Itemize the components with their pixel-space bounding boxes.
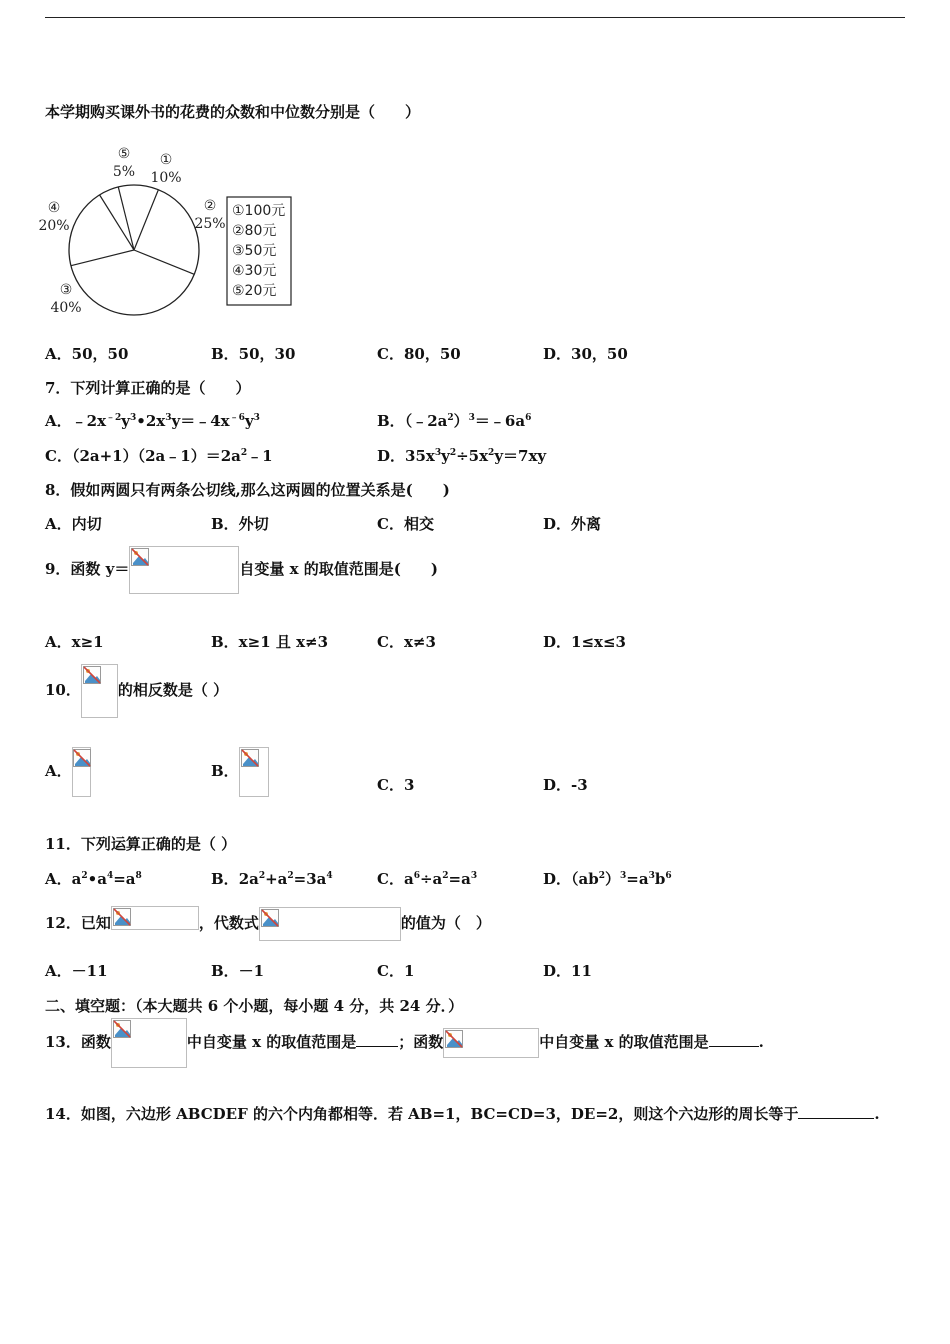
q7-c-prefix: C． [45, 447, 72, 465]
pie-slice-percent: 10% [150, 170, 182, 186]
q10-stem-after: 的相反数是（ ） [117, 681, 229, 699]
q10-option-a[interactable] [45, 746, 91, 797]
q6-option-b[interactable]: B．50，30 [211, 345, 296, 363]
q9-formula-image [129, 546, 239, 594]
q7-b-t3: ＝﹣6a [474, 412, 526, 430]
q7-option-b[interactable] [377, 411, 531, 431]
pie-slice-percent: 5% [112, 164, 136, 180]
q11-a-s1: 2 [81, 871, 88, 881]
q7-a-t5: y [244, 412, 254, 430]
q7-d-prefix: D． [377, 447, 406, 465]
q12-option-c[interactable]: C．1 [377, 962, 415, 980]
q11-option-b[interactable] [211, 869, 333, 889]
q7-option-d[interactable] [377, 446, 546, 466]
q11-b-s1: 2 [258, 871, 266, 881]
broken-image-icon [445, 1030, 463, 1048]
broken-image-icon [241, 749, 259, 767]
pie-legend-entry: ③50元 [232, 243, 277, 259]
q12-option-b[interactable]: B．－1 [211, 962, 265, 980]
q7-a-t1: ﹣2x [71, 412, 107, 430]
q11-b-prefix: B． [211, 870, 239, 888]
q10-line [45, 663, 228, 718]
q13-func1-image [111, 1018, 187, 1068]
q7-a-s3: 3 [165, 413, 172, 423]
broken-image-icon [261, 909, 279, 927]
q7-b-prefix: B． [377, 412, 405, 430]
broken-image-icon [113, 1020, 131, 1038]
q7-c-t2: ﹣1 [247, 447, 273, 465]
q11-a-t3: =a [113, 870, 136, 888]
q9-option-d[interactable]: D．1≤x≤3 [543, 633, 626, 651]
q7-d-s1: 3 [434, 448, 442, 458]
q11-d-s1: 2 [598, 871, 605, 881]
q14-answer-blank[interactable] [798, 1104, 874, 1119]
pie-slice-percent: 20% [38, 218, 70, 234]
pie-chart [38, 140, 312, 320]
q11-a-t1: a [71, 870, 82, 888]
q7-d-t2: y [441, 447, 450, 465]
q13-p3: ；函数 [398, 1033, 444, 1051]
q11-d-s2: 3 [620, 871, 627, 881]
q13-p1: 13．函数 [45, 1033, 111, 1051]
q9-option-a[interactable]: A．x≥1 [45, 633, 104, 651]
q10-num: 10． [45, 681, 81, 699]
q11-stem: 11．下列运算正确的是（ ） [45, 835, 237, 853]
q12-option-d[interactable]: D．11 [543, 962, 592, 980]
pie-legend-entry: ⑤20元 [232, 283, 277, 299]
q7-option-a[interactable] [45, 411, 260, 431]
q11-c-s3: 3 [470, 871, 478, 881]
q6-stem: 本学期购买课外书的花费的众数和中位数分别是（ ） [45, 103, 421, 121]
q9-line [45, 545, 438, 594]
broken-image-icon [131, 548, 149, 566]
broken-image-icon [113, 908, 131, 926]
pie-slice-number: ③ [59, 282, 73, 298]
q13-p2: 中自变量 x 的取值范围是 [186, 1033, 357, 1051]
q12-num: 12．已知 [45, 914, 111, 932]
q11-d-t2: ） [605, 870, 621, 888]
q7-d-t3: ÷5x [456, 447, 489, 465]
q7-c-s1: 2 [240, 448, 248, 458]
q10-b-prefix: B． [211, 762, 239, 780]
q10-option-d[interactable]: D．-3 [543, 776, 588, 794]
q11-b-t2: +a [265, 870, 288, 888]
q7-a-s2: 3 [130, 413, 137, 423]
q13-line [45, 1017, 764, 1068]
q8-stem: 8．假如两圆只有两条公切线,那么这两圆的位置关系是( ) [45, 481, 450, 499]
q9-option-c[interactable]: C．x≠3 [377, 633, 436, 651]
q13-func2-image [443, 1028, 539, 1058]
q7-d-s2: 2 [449, 448, 457, 458]
pie-legend-entry: ①100元 [232, 203, 286, 219]
q11-b-s2: 2 [287, 871, 294, 881]
q11-a-t2: •a [87, 870, 107, 888]
q7-c-t1: （2a+1）（2a﹣1）＝2a [71, 447, 241, 465]
q7-d-t4: y＝7xy [494, 447, 547, 465]
q10-b-image [239, 747, 269, 797]
q8-option-a[interactable]: A．内切 [45, 515, 102, 533]
q11-d-s3: 3 [648, 871, 655, 881]
q12-end: 的值为（ ） [400, 914, 491, 932]
q12-option-a[interactable]: A．－11 [45, 962, 108, 980]
q7-a-t4: y＝﹣4x [171, 412, 230, 430]
section-2-heading: 二、填空题：（本大题共 6 个小题，每小题 4 分，共 24 分．） [45, 997, 464, 1015]
q11-d-s4: 6 [665, 871, 672, 881]
q9-option-b[interactable]: B．x≥1 且 x≠3 [211, 633, 329, 651]
q14-text: 14．如图，六边形 ABCDEF 的六个内角都相等．若 AB=1，BC=CD=3，DE=2，则这个六边形的周长等于 [45, 1105, 799, 1123]
q11-c-prefix: C． [377, 870, 404, 888]
pie-slice-percent: 40% [50, 300, 82, 316]
q12-given-image [111, 906, 199, 930]
q13-answer-blank-2[interactable] [709, 1032, 759, 1047]
broken-image-icon [83, 666, 101, 684]
q14-line [45, 1104, 880, 1124]
q7-b-t1: （﹣2a [404, 412, 448, 430]
q7-a-s5: 3 [253, 413, 260, 423]
q8-option-d[interactable]: D．外离 [543, 515, 602, 533]
q7-a-s4: ﹣6 [229, 413, 245, 423]
pie-slice-number: ② [203, 198, 217, 214]
q11-c-s2: 2 [442, 871, 449, 881]
q13-answer-blank-1[interactable] [356, 1032, 398, 1047]
q11-d-prefix: D． [543, 870, 572, 888]
q11-d-t1: （ab [571, 870, 599, 888]
q11-b-s3: 4 [326, 871, 333, 881]
q12-mid: ，代数式 [198, 914, 259, 932]
q11-b-t3: =3a [293, 870, 327, 888]
q7-b-s3: 6 [525, 413, 532, 423]
q11-c-t1: a [403, 870, 414, 888]
q11-option-c[interactable] [377, 869, 477, 889]
pie-slice-percent: 25% [194, 216, 226, 232]
q10-formula-image [81, 664, 118, 718]
q11-option-d[interactable] [543, 869, 672, 889]
q7-option-c[interactable] [45, 446, 273, 466]
q11-d-t3: =a [626, 870, 649, 888]
q7-d-s3: 2 [488, 448, 495, 458]
q6-option-a[interactable]: A．50，50 [45, 345, 129, 363]
q7-b-s1: 2 [447, 413, 454, 423]
pie-chart-svg [38, 140, 312, 320]
broken-image-icon [73, 749, 91, 767]
pie-slice-number: ⑤ [117, 146, 131, 162]
q7-a-s1: ﹣2 [106, 413, 122, 423]
pie-slice-number: ① [159, 152, 173, 168]
q7-a-t3: •2x [136, 412, 166, 430]
q11-c-t3: =a [448, 870, 471, 888]
pie-legend-entry: ②80元 [232, 223, 277, 239]
q11-b-t1: 2a [238, 870, 259, 888]
q6-option-d[interactable]: D．30，50 [543, 345, 628, 363]
q6-option-c[interactable]: C．80，50 [377, 345, 461, 363]
pie-legend-entry: ④30元 [232, 263, 277, 279]
q9-stem-after: 自变量 x 的取值范围是( ) [239, 560, 438, 578]
q12-expression-image [259, 907, 401, 941]
pie-slice-number: ④ [47, 200, 61, 216]
q8-option-c[interactable]: C．相交 [377, 515, 434, 533]
q7-d-t1: 35x [405, 447, 435, 465]
q13-p4: 中自变量 x 的取值范围是 [539, 1033, 709, 1051]
q7-a-prefix: A． [45, 412, 72, 430]
q10-option-b[interactable] [211, 746, 269, 797]
q12-line [45, 900, 491, 946]
q11-c-s1: 6 [413, 871, 420, 881]
q11-option-a[interactable] [45, 869, 142, 889]
q7-b-s2: 3 [468, 413, 475, 423]
q10-option-c[interactable]: C．3 [377, 776, 415, 794]
q7-stem: 7．下列计算正确的是（ ） [45, 379, 251, 397]
q11-a-s2: 4 [106, 871, 114, 881]
q10-a-prefix: A． [45, 762, 72, 780]
q11-d-t4: b [654, 870, 666, 888]
q13-p5: . [758, 1033, 764, 1051]
q8-option-b[interactable]: B．外切 [211, 515, 269, 533]
q11-a-s3: 8 [135, 871, 142, 881]
q7-a-t2: y [121, 412, 131, 430]
q9-stem-before: 9．函数 y＝ [45, 560, 130, 578]
q7-b-t2: ） [453, 412, 469, 430]
top-rule [45, 17, 905, 18]
q11-c-t2: ÷a [419, 870, 443, 888]
q11-a-prefix: A． [45, 870, 72, 888]
q10-a-image [72, 747, 91, 797]
q14-end: . [874, 1105, 880, 1123]
